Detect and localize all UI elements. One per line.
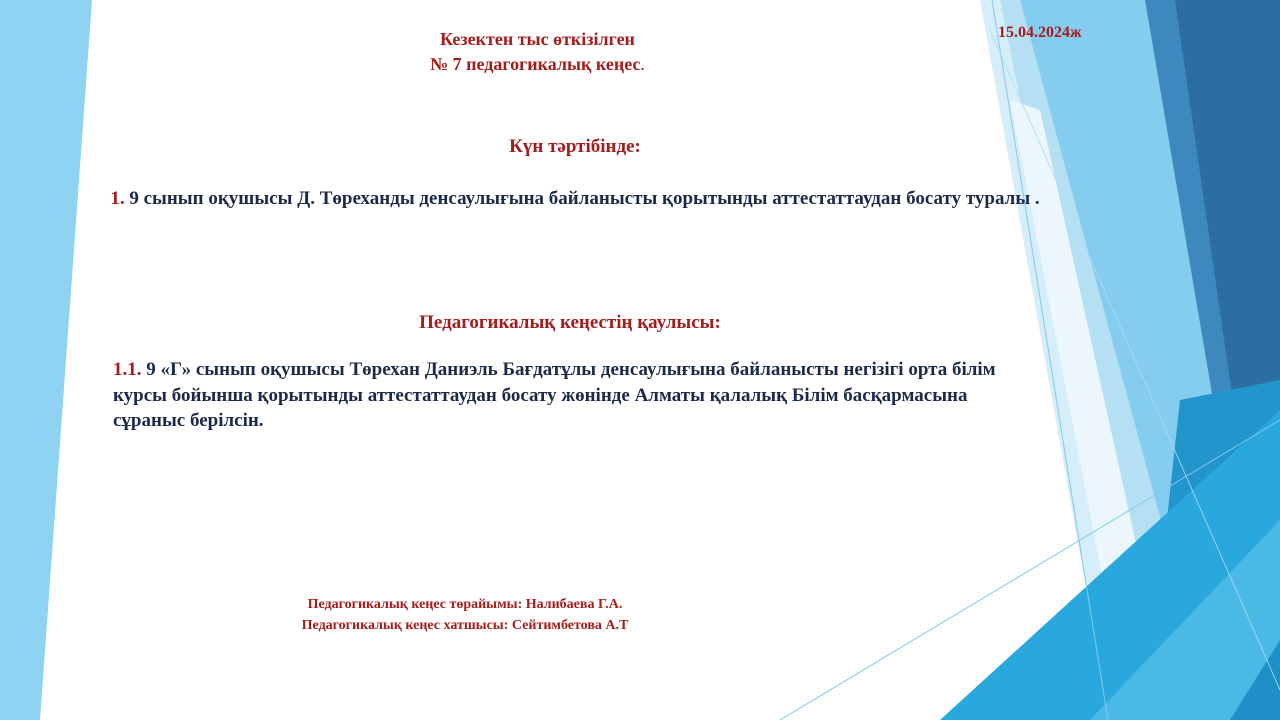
title-period: . xyxy=(640,54,645,74)
meeting-number-text: № 7 педагогикалық кеңес xyxy=(430,54,641,74)
agenda-item-text: 9 сынып оқушысы Д. Төреханды денсаулығына байланысты қорытынды аттестаттаудан босату туралы . xyxy=(129,188,1040,209)
agenda-heading: Күн тәртібінде: xyxy=(509,136,641,157)
decision-item xyxy=(113,357,1033,434)
meeting-date: 15.04.2024ж xyxy=(998,24,1082,41)
decision-item-number: 1.1. xyxy=(113,359,142,380)
decision-item-text: 9 «Г» сынып оқушысы Төрехан Даниэль Бағдатұлы денсаулығына байланысты негізігі орта білім курсы бойынша қорытынды аттестаттаудан босату жөнінде Алматы қалалық Білім басқармасына сұраныс берілсін. xyxy=(113,359,996,431)
meeting-title-line2 xyxy=(340,54,735,75)
meeting-title-line1: Кезектен тыс өткізілген xyxy=(440,29,635,49)
agenda-item xyxy=(80,186,1070,212)
secretary-signature: Педагогикалық кеңес хатшысы: Сейтимбетова А.Т xyxy=(301,618,629,633)
agenda-item-number: 1. xyxy=(110,188,125,209)
left-wedge-shape xyxy=(0,0,92,720)
decision-heading: Педагогикалық кеңестің қаулысы: xyxy=(419,312,721,333)
chair-signature: Педагогикалық кеңес төрайымы: Налибаева Г.А. xyxy=(307,597,623,612)
